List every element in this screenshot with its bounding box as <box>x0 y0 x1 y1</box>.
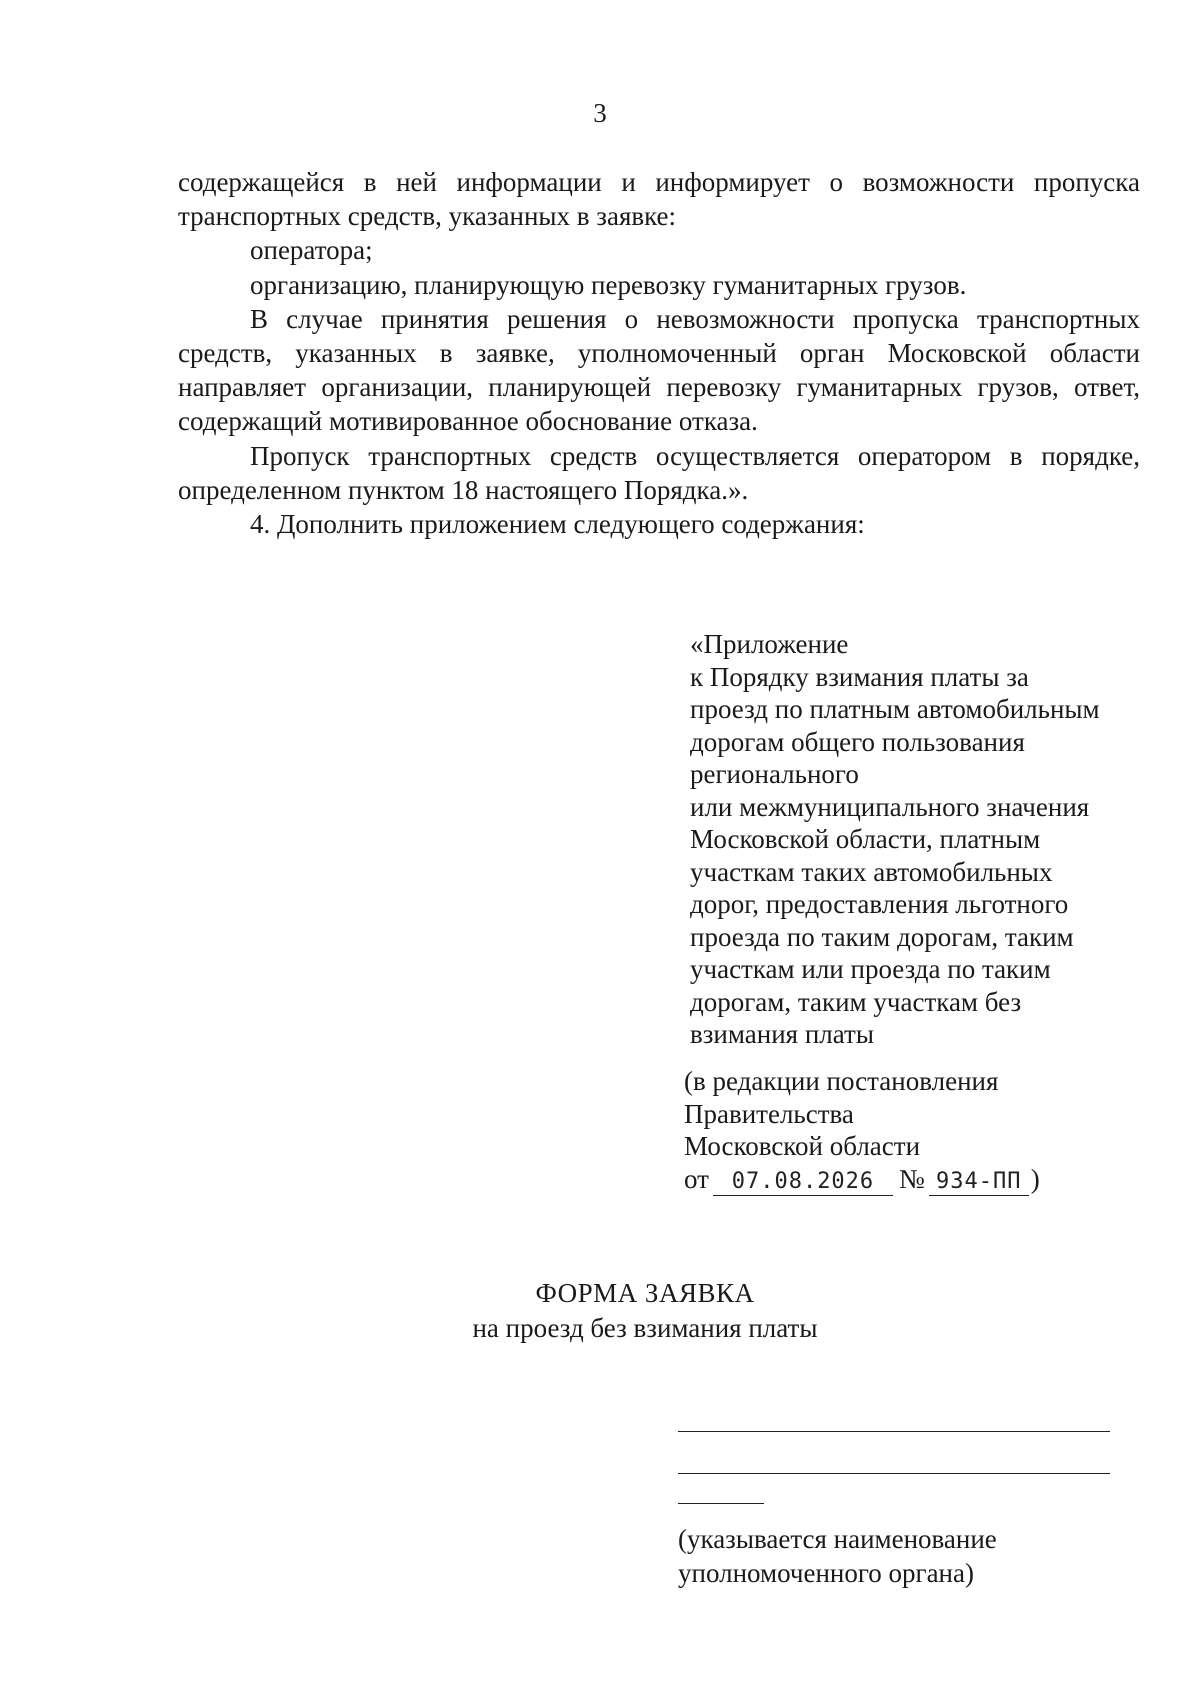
paragraph-continuation-line-1: содержащейся в ней информации и информирует о возможности пропуска <box>178 167 1140 197</box>
authority-caption <box>678 1522 1148 1590</box>
edition-line-2: Правительства <box>684 1098 854 1129</box>
authority-blank-line-3 <box>678 1503 764 1504</box>
appendix-line: проезда по таким дорогам, таким <box>690 921 1074 952</box>
form-title: ФОРМА ЗАЯВКА <box>535 1278 755 1308</box>
paragraph-pass: Пропуск транспортных средств осуществляется оператором в порядке, определенном пунктом 18 настоящего Порядка.». <box>178 440 1140 505</box>
number-sign-label: № <box>898 1163 925 1194</box>
from-label: от <box>684 1163 709 1194</box>
resolution-date-stamp: 07.08.2026 <box>713 1169 893 1196</box>
appendix-line: к Порядку взимания платы за <box>690 661 1029 692</box>
paragraph-organization: организацию, планирующую перевозку гуманитарных грузов. <box>250 269 967 300</box>
appendix-line: Московской области, платным <box>690 824 1041 854</box>
appendix-line: регионального <box>690 759 859 789</box>
appendix-line: участкам или проезда по таким <box>690 954 1051 984</box>
edition-line-1: (в редакции постановления <box>684 1066 999 1096</box>
paragraph-item-4: 4. Дополнить приложением следующего содержания: <box>250 509 865 540</box>
form-subtitle: на проезд без взимания платы <box>472 1313 818 1343</box>
appendix-line: дорог, предоставления льготного <box>690 889 1069 919</box>
body-text <box>178 165 1140 541</box>
appendix-heading <box>690 628 1160 1051</box>
appendix-line: участкам таких автомобильных <box>690 856 1053 887</box>
resolution-reference <box>684 1163 1154 1196</box>
appendix-line: «Приложение <box>690 629 849 659</box>
appendix-line: дорогам, таким участкам без <box>690 986 1022 1017</box>
resolution-number-stamp: 934-ПП <box>929 1169 1029 1196</box>
paragraph-continuation-line-2: транспортных средств, указанных в заявке: <box>178 201 677 232</box>
authority-caption-line-2: уполномоченного органа) <box>678 1558 974 1588</box>
page-number: 3 <box>593 98 607 128</box>
appendix-line: или межмуниципального значения <box>690 791 1090 822</box>
authority-blank-line-1 <box>678 1431 1110 1432</box>
closing-parenthesis: ) <box>1030 1163 1040 1194</box>
paragraph-refusal: В случае принятия решения о невозможности пропуска транспортных средств, указанных в заявке, уполномоченный орган Московской области направляет организации, планирующей перевозку гуманитарных грузов, ответ, содержащий мотивированное обоснование отказа. <box>178 303 1140 437</box>
paragraph-operator: оператора; <box>250 235 373 266</box>
appendix-line: проезд по платным автомобильным <box>690 694 1100 724</box>
edition-note <box>684 1065 1154 1196</box>
appendix-line: взимания платы <box>690 1019 874 1049</box>
appendix-line: дорогам общего пользования <box>690 726 1025 757</box>
edition-line-3: Московской области <box>684 1131 921 1161</box>
authority-caption-line-1: (указывается наименование <box>678 1524 997 1554</box>
authority-blank-line-2 <box>678 1473 1110 1474</box>
